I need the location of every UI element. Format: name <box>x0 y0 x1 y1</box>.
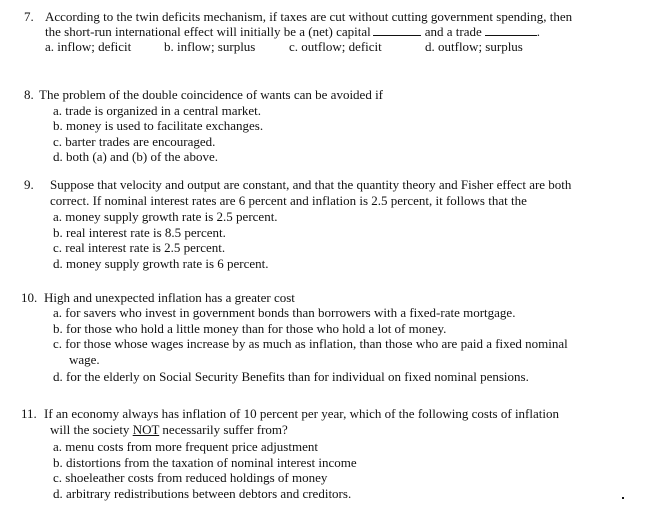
q8-option-a: a. trade is organized in a central market. <box>53 103 262 118</box>
q11-stem-line-1: If an economy always has inflation of 10 percent per year, which of the following costs of inflation <box>44 406 559 421</box>
q9-stem-line-1: Suppose that velocity and output are constant, and that the quantity theory and Fisher effect are both <box>50 177 572 192</box>
q11-option-b: b. distortions from the taxation of nominal interest income <box>53 455 357 470</box>
q11-option-d: d. arbitrary redistributions between debtors and creditors. <box>53 486 352 501</box>
q7-option-c: c. outflow; deficit <box>289 39 382 54</box>
q8-stem: The problem of the double coincidence of wants can be avoided if <box>39 87 384 102</box>
q11-option-a: a. menu costs from more frequent price adjustment <box>53 439 318 454</box>
page-dot-mark <box>622 497 624 499</box>
q8-number: 8. <box>24 87 34 102</box>
q9-number: 9. <box>24 177 34 192</box>
q10-option-a: a. for savers who invest in government bonds than borrowers with a fixed-rate mortgage. <box>53 305 516 320</box>
q11-stem-line-2 <box>50 422 288 437</box>
q7-number: 7. <box>24 9 34 24</box>
q10-option-c-continued: wage. <box>69 352 100 367</box>
q7-option-d: d. outflow; surplus <box>425 39 523 54</box>
q9-stem-line-2: correct. If nominal interest rates are 6 percent and inflation is 2.5 percent, it follows that the <box>50 193 527 208</box>
q10-option-c: c. for those whose wages increase by as much as inflation, than those who are paid a fixed nominal <box>53 336 568 351</box>
q8-option-c: c. barter trades are encouraged. <box>53 134 216 149</box>
q7-stem-period: . <box>536 24 541 39</box>
q7-stem-line-1: According to the twin deficits mechanism, if taxes are cut without cutting government spending, then <box>45 9 573 24</box>
q7-option-a: a. inflow; deficit <box>45 39 132 54</box>
q11-stem-text-end: necessarily suffer from? <box>162 422 288 437</box>
q7-blank-trade <box>485 24 537 36</box>
q8-option-d: d. both (a) and (b) of the above. <box>53 149 218 164</box>
q10-stem: High and unexpected inflation has a greater cost <box>44 290 295 305</box>
q7-stem-trade: and a trade <box>424 24 482 39</box>
q9-option-c: c. real interest rate is 2.5 percent. <box>53 240 226 255</box>
q7-stem-line-2 <box>45 24 540 39</box>
q7-blank-capital <box>373 24 421 36</box>
q10-option-d: d. for the elderly on Social Security Benefits than for individual on fixed nominal pensions. <box>53 369 529 384</box>
q9-option-b: b. real interest rate is 8.5 percent. <box>53 225 226 240</box>
q11-number: 11. <box>21 406 37 421</box>
q7-stem-text: the short-run international effect will initially be a (net) capital <box>45 24 371 39</box>
q11-stem-emphasis: NOT <box>132 422 160 437</box>
q10-option-b: b. for those who hold a little money than for those who hold a lot of money. <box>53 321 447 336</box>
q11-option-c: c. shoeleather costs from reduced holdings of money <box>53 470 328 485</box>
q7-option-b: b. inflow; surplus <box>164 39 256 54</box>
q10-number: 10. <box>21 290 38 305</box>
q11-stem-text: will the society <box>50 422 130 437</box>
q9-option-d: d. money supply growth rate is 6 percent. <box>53 256 269 271</box>
q8-option-b: b. money is used to facilitate exchanges. <box>53 118 264 133</box>
q9-option-a: a. money supply growth rate is 2.5 percent. <box>53 209 278 224</box>
